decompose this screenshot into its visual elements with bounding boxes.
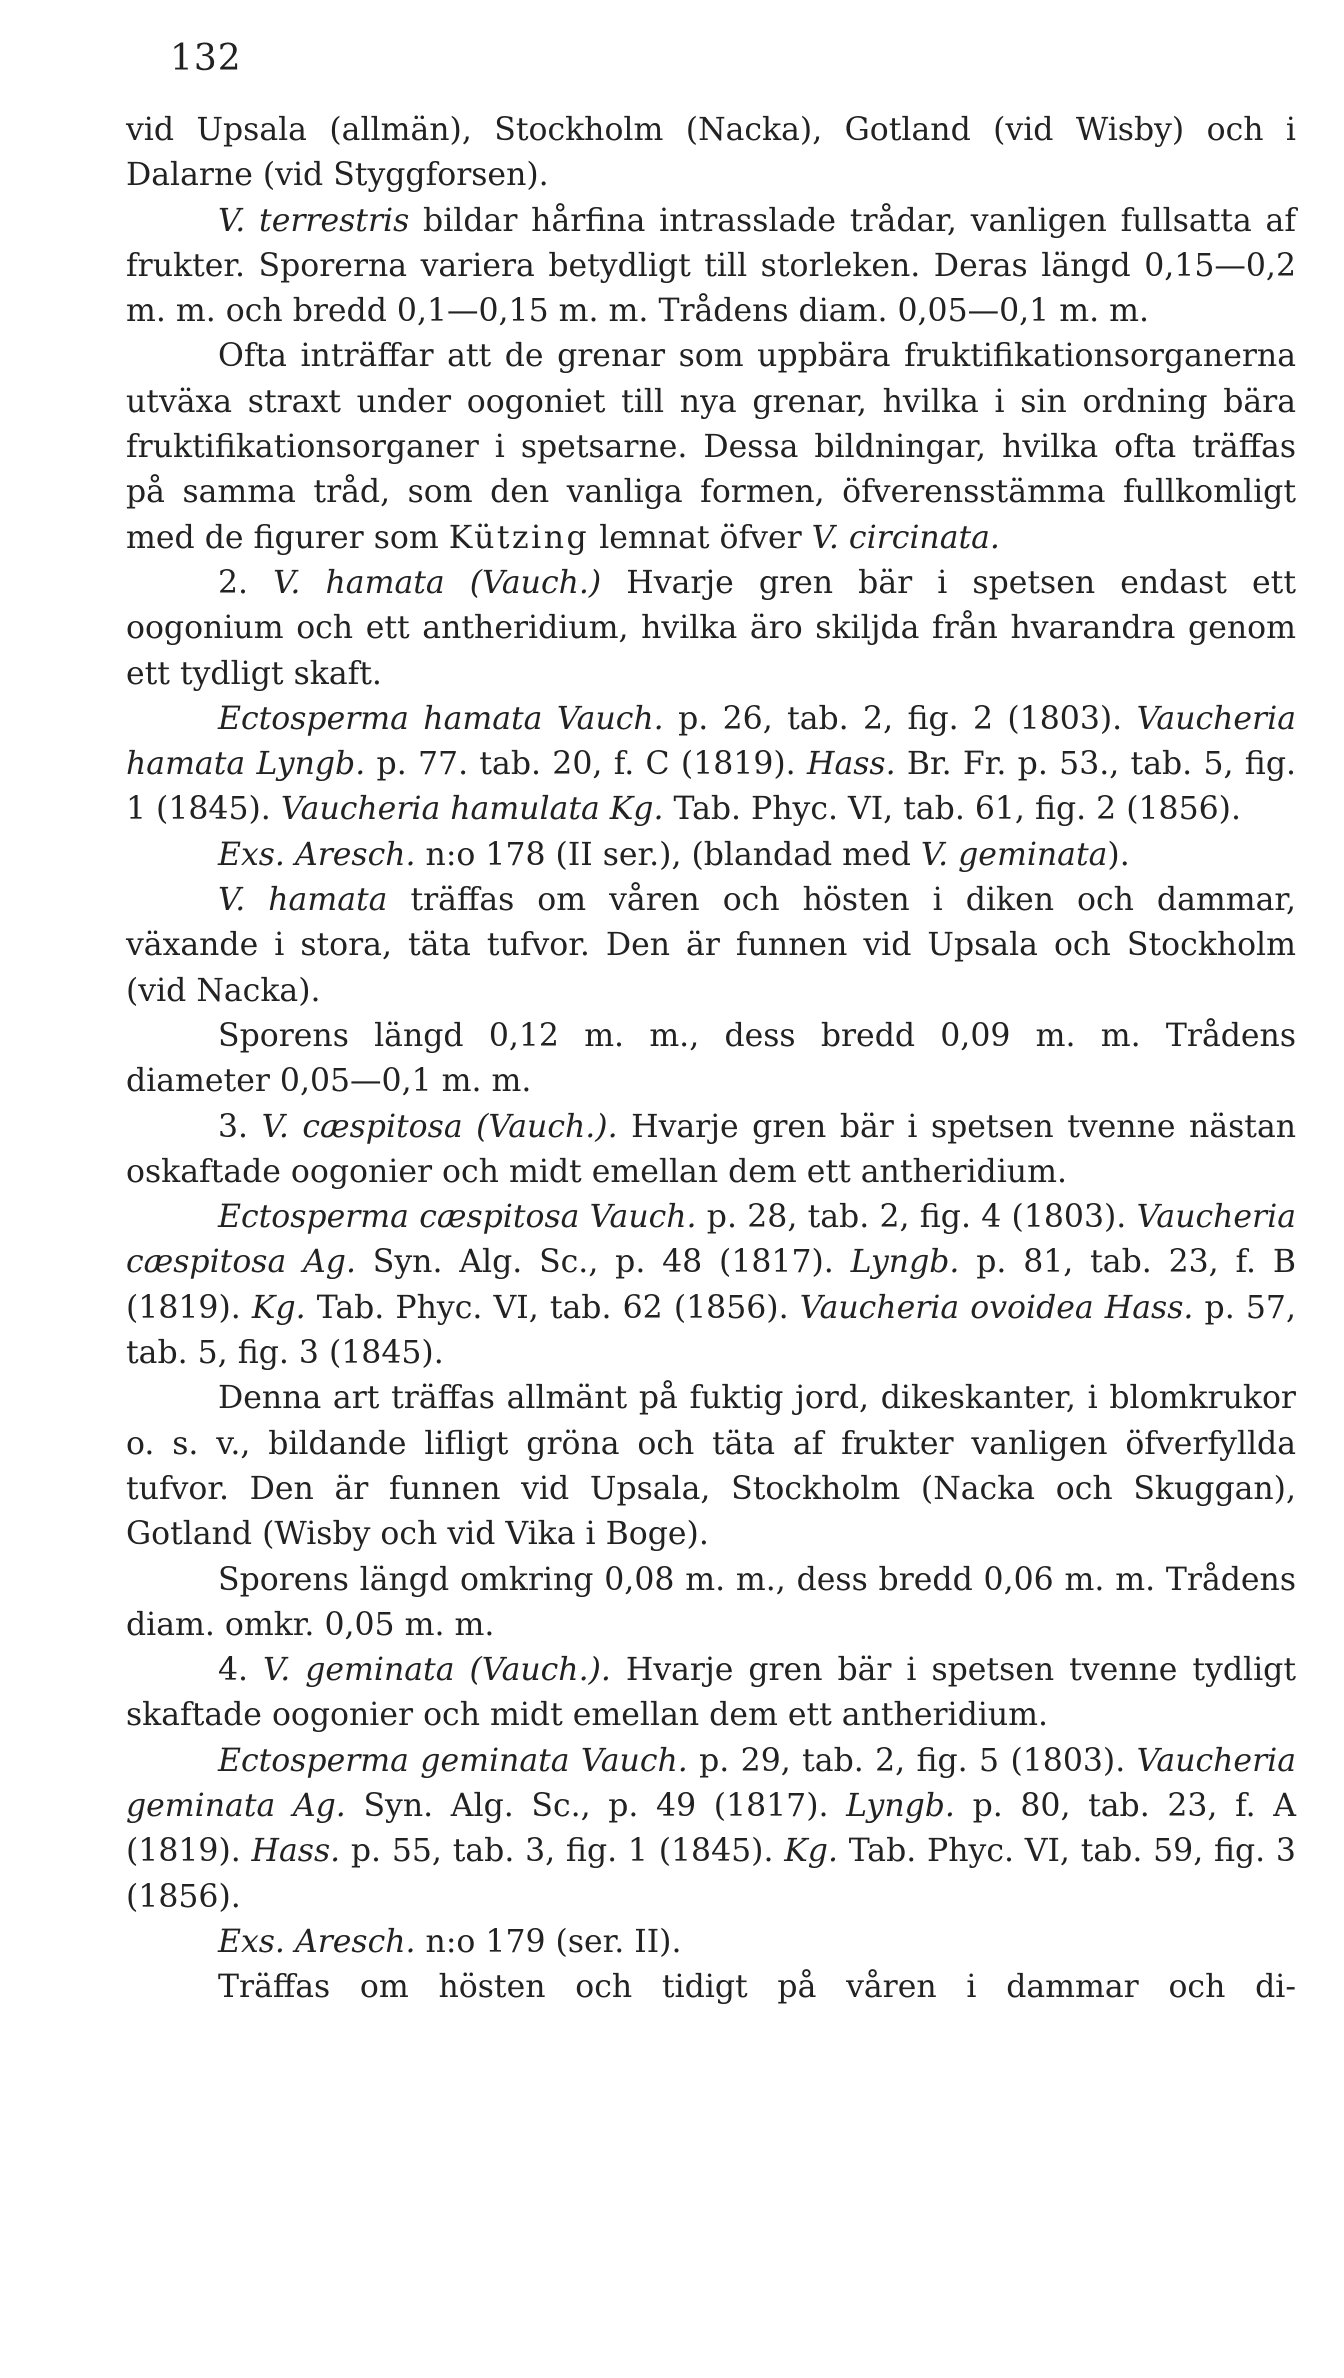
paragraph — [126, 1195, 1296, 1376]
paragraph — [126, 1965, 1296, 2010]
text-run: Hvarje gren bär i spetsen endast ett oogonium och ett antheridium, hvilka äro skiljda från hvarandra genom ett tydligt skaft. — [126, 564, 1296, 692]
paragraph — [126, 334, 1296, 560]
text-run: Syn. Alg. Sc., p. 49 (1817). — [345, 1787, 847, 1824]
text-run: Denna art träffas allmänt på fuktig jord, dikeskanter, i blomkrukor o. s. v., bildande lifligt gröna och täta af frukter vanligen öfverfyllda tufvor. Den är funnen vid Upsala, Stockholm (Nacka och Skuggan), Gotland (Wisby och vid Vika i Boge). — [126, 1380, 1296, 1553]
paragraph — [126, 561, 1296, 697]
text-run: 2. — [218, 564, 274, 601]
text-run: p. 26, tab. 2, fig. 2 (1803). — [663, 700, 1137, 737]
text-run: 4. — [218, 1652, 264, 1689]
text-run: p. 55, tab. 3, fig. 1 (1845). — [340, 1833, 785, 1870]
text-run: p. 29, tab. 2, fig. 5 (1803). — [687, 1742, 1137, 1779]
paragraph — [126, 108, 1296, 199]
paragraph — [126, 697, 1296, 833]
paragraph — [126, 199, 1296, 335]
text-run: p. 80, tab. 23, f. A (1819). — [126, 1787, 1297, 1870]
paragraph — [126, 1014, 1296, 1105]
text-run: 3. — [218, 1108, 262, 1145]
paragraph — [126, 1105, 1296, 1196]
italic-text: V. hamata — [218, 882, 388, 919]
text-run: Hvarje gren bär i spetsen tvenne nästan oskaftade oogonier och midt emellan dem ett antheridium. — [126, 1108, 1297, 1190]
page-number: 132 — [170, 38, 242, 79]
paragraph — [126, 1739, 1296, 1920]
italic-text: Ectosperma geminata Vauch. — [218, 1742, 688, 1779]
italic-text: Ectosperma hamata Vauch. — [218, 700, 664, 737]
italic-text: Hass. — [806, 746, 896, 783]
text-run: Tab. Phyc. VI, tab. 62 (1856). — [305, 1289, 800, 1326]
text-run: p. 28, tab. 2, fig. 4 (1803). — [696, 1199, 1137, 1236]
text-run: ). — [1107, 836, 1130, 873]
italic-text: Kg. — [251, 1289, 306, 1326]
italic-text: Exs. Aresch. — [218, 836, 416, 873]
italic-text: Hass. — [251, 1833, 341, 1870]
italic-text: Ectosperma cæspitosa Vauch. — [218, 1199, 697, 1236]
text-run: vid Upsala (allmän), Stockholm (Nacka), Gotland (vid Wisby) och i Dalarne (vid Styggforsen). — [126, 112, 1296, 194]
italic-text: Vaucheria hamata Lyngb. — [126, 700, 1296, 783]
text-run: Syn. Alg. Sc., p. 48 (1817). — [355, 1244, 851, 1281]
italic-text: Exs. Aresch. — [218, 1923, 416, 1960]
text-run: p. 81, tab. 23, f. B (1819). — [126, 1244, 1296, 1326]
text-run: Tab. Phyc. VI, tab. 59, fig. 3 (1856). — [126, 1833, 1296, 1915]
text-run: Hvarje gren bär i spetsen tvenne tydligt skaftade oogonier och midt emellan dem ett antheridium. — [126, 1652, 1296, 1734]
paragraph — [126, 1648, 1296, 1739]
paragraph — [126, 1376, 1296, 1557]
text-run: träffas om våren och hösten i diken och dammar, växande i stora, täta tufvor. Den är funnen vid Upsala och Stockholm (vid Nacka). — [126, 882, 1296, 1009]
italic-text: Vaucheria cæspitosa Ag. — [126, 1199, 1296, 1281]
text-run: n:o 179 (ser. II). — [415, 1923, 682, 1960]
italic-text: V. geminata (Vauch.). — [263, 1652, 611, 1689]
text-run: Sporens längd omkring 0,08 m. m., dess bredd 0,06 m. m. Trådens diam. omkr. 0,05 m. m. — [126, 1561, 1296, 1643]
text-run: bildar hårfina intrasslade trådar, vanligen fullsatta af frukter. Sporerna variera betydligt till storleken. Deras längd 0,15—0,2 m. m. och bredd 0,1—0,15 m. m. Trådens diam. 0,05—0,1 m. m. — [126, 202, 1296, 330]
paragraph — [126, 1920, 1296, 1965]
italic-text: V. terrestris — [218, 202, 410, 239]
italic-text: V. geminata — [920, 836, 1108, 873]
italic-text: V. hamata (Vauch.) — [273, 564, 602, 601]
italic-text: Kg. — [784, 1833, 838, 1870]
text-run: Ofta inträffar att de grenar som uppbära fruktifikationsorganerna utväxa straxt under oogoniet till nya grenar, hvilka i sin ordning bära fruktifikationsorganer i spetsarne. Dessa bildningar, hvilka ofta träffas på samma tråd, som den vanliga formen, öfverensstämma fullkomligt med de figurer som — [126, 338, 1296, 556]
text-run: Br. Fr. p. 53., tab. 5, fig. 1 (1845). — [126, 746, 1296, 828]
text-run: Sporens längd 0,12 m. m., dess bredd 0,09 m. m. Trådens diameter 0,05—0,1 m. m. — [126, 1017, 1296, 1100]
italic-text: Vaucheria geminata Ag. — [126, 1742, 1296, 1824]
paragraph — [126, 1558, 1296, 1649]
text-run: n:o 178 (II ser.), (blandad med — [415, 836, 921, 873]
paragraph — [126, 833, 1296, 878]
paragraph — [126, 878, 1296, 1014]
italic-text: Vaucheria hamulata Kg. — [280, 791, 664, 828]
text-run: p. 77. tab. 20, f. C (1819). — [365, 746, 807, 783]
italic-text: Vaucheria ovoidea Hass. — [799, 1289, 1194, 1326]
author-name: Kützing — [448, 519, 590, 556]
text-run: Tab. Phyc. VI, tab. 61, fig. 2 (1856). — [663, 791, 1241, 828]
italic-text: Lyngb. — [850, 1244, 960, 1281]
italic-text: Lyngb. — [846, 1787, 955, 1824]
text-run: p. 57, tab. 5, fig. 3 (1845). — [126, 1289, 1296, 1372]
body-text — [126, 108, 1296, 2010]
italic-text: V. circinata. — [811, 519, 1000, 556]
text-run: Träffas om hösten och tidigt på våren i dammar och di- — [218, 1969, 1296, 2006]
text-run: lemnat öfver — [589, 519, 812, 556]
italic-text: V. cæspitosa (Vauch.). — [261, 1108, 618, 1145]
